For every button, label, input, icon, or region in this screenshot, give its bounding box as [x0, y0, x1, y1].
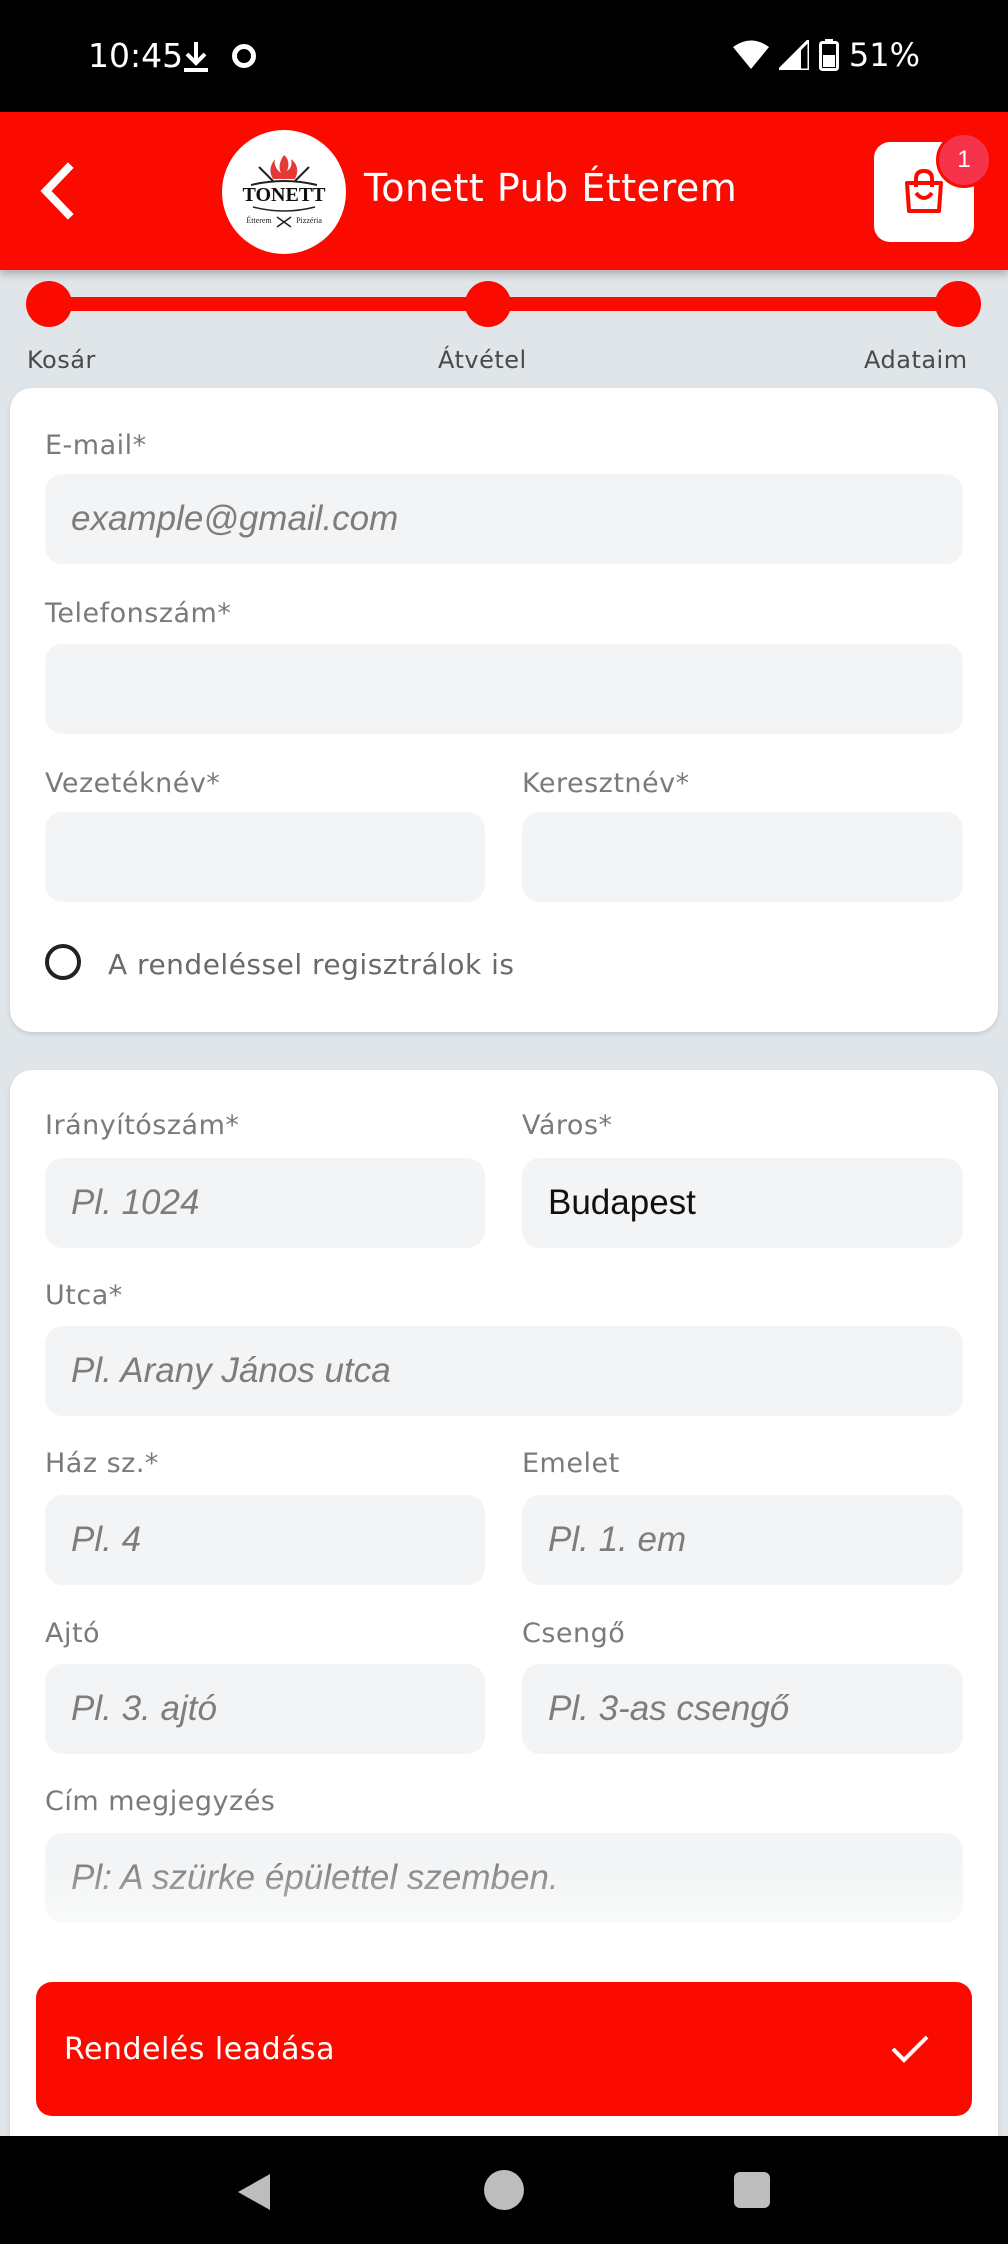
bell-label: Csengő	[522, 1618, 626, 1649]
firstname-field[interactable]	[522, 812, 963, 902]
back-arrow-icon[interactable]	[30, 156, 90, 226]
step-dot-cart	[26, 281, 72, 327]
house-number-field[interactable]	[45, 1495, 485, 1585]
scroll-fade-overlay	[10, 1860, 998, 1980]
register-label[interactable]: A rendeléssel regisztrálok is	[108, 948, 515, 981]
contact-info-card	[10, 388, 998, 1032]
floor-label: Emelet	[522, 1448, 620, 1479]
status-time: 10:45	[88, 36, 184, 75]
street-label: Utca*	[45, 1280, 123, 1311]
battery-icon	[819, 39, 839, 71]
door-field[interactable]	[45, 1664, 485, 1754]
lastname-label: Vezetéknév*	[45, 768, 221, 799]
system-navigation-bar	[0, 2136, 1008, 2244]
app-bar	[0, 112, 1008, 270]
house-number-label: Ház sz.*	[45, 1448, 159, 1479]
restaurant-logo	[222, 130, 346, 254]
bell-field[interactable]	[522, 1664, 963, 1754]
phone-field[interactable]	[45, 644, 963, 734]
checkmark-icon	[890, 2034, 930, 2064]
phone-label: Telefonszám*	[45, 598, 232, 629]
zip-field[interactable]	[45, 1158, 485, 1248]
status-bar	[0, 0, 1008, 112]
app-title: Tonett Pub Étterem	[364, 166, 738, 210]
address-note-label: Cím megjegyzés	[45, 1786, 276, 1817]
email-field[interactable]	[45, 474, 963, 564]
firstname-label: Keresztnév*	[522, 768, 690, 799]
signal-icon	[779, 40, 809, 70]
door-label: Ajtó	[45, 1618, 101, 1649]
status-icons	[733, 36, 920, 74]
step-dot-details	[935, 281, 981, 327]
floor-field[interactable]	[522, 1495, 963, 1585]
nav-home-icon[interactable]	[484, 2170, 524, 2210]
step-label-cart: Kosár	[27, 346, 96, 374]
nav-back-icon[interactable]	[236, 2172, 272, 2212]
logo-emblem-icon	[229, 137, 339, 247]
city-label: Város*	[522, 1110, 613, 1141]
cart-count-badge: 1	[936, 132, 992, 188]
sync-icon	[232, 44, 256, 68]
place-order-label: Rendelés leadása	[64, 2031, 336, 2067]
register-radio[interactable]	[45, 944, 81, 980]
battery-percentage: 51%	[848, 36, 920, 74]
zip-label: Irányítószám*	[45, 1110, 240, 1141]
step-dot-pickup	[465, 281, 511, 327]
place-order-button[interactable]	[36, 1982, 972, 2116]
street-field[interactable]	[45, 1326, 963, 1416]
step-label-details: Adataim	[864, 346, 968, 374]
city-field[interactable]	[522, 1158, 963, 1248]
logo-sub-left: Étterem	[246, 216, 272, 225]
lastname-field[interactable]	[45, 812, 485, 902]
download-icon	[182, 40, 210, 74]
logo-text: TONETT	[242, 184, 326, 206]
email-label: E-mail*	[45, 430, 147, 461]
step-label-pickup: Átvétel	[438, 346, 527, 374]
logo-sub-right: Pizzéria	[296, 216, 322, 225]
nav-recents-icon[interactable]	[734, 2172, 770, 2208]
wifi-icon	[733, 40, 769, 70]
